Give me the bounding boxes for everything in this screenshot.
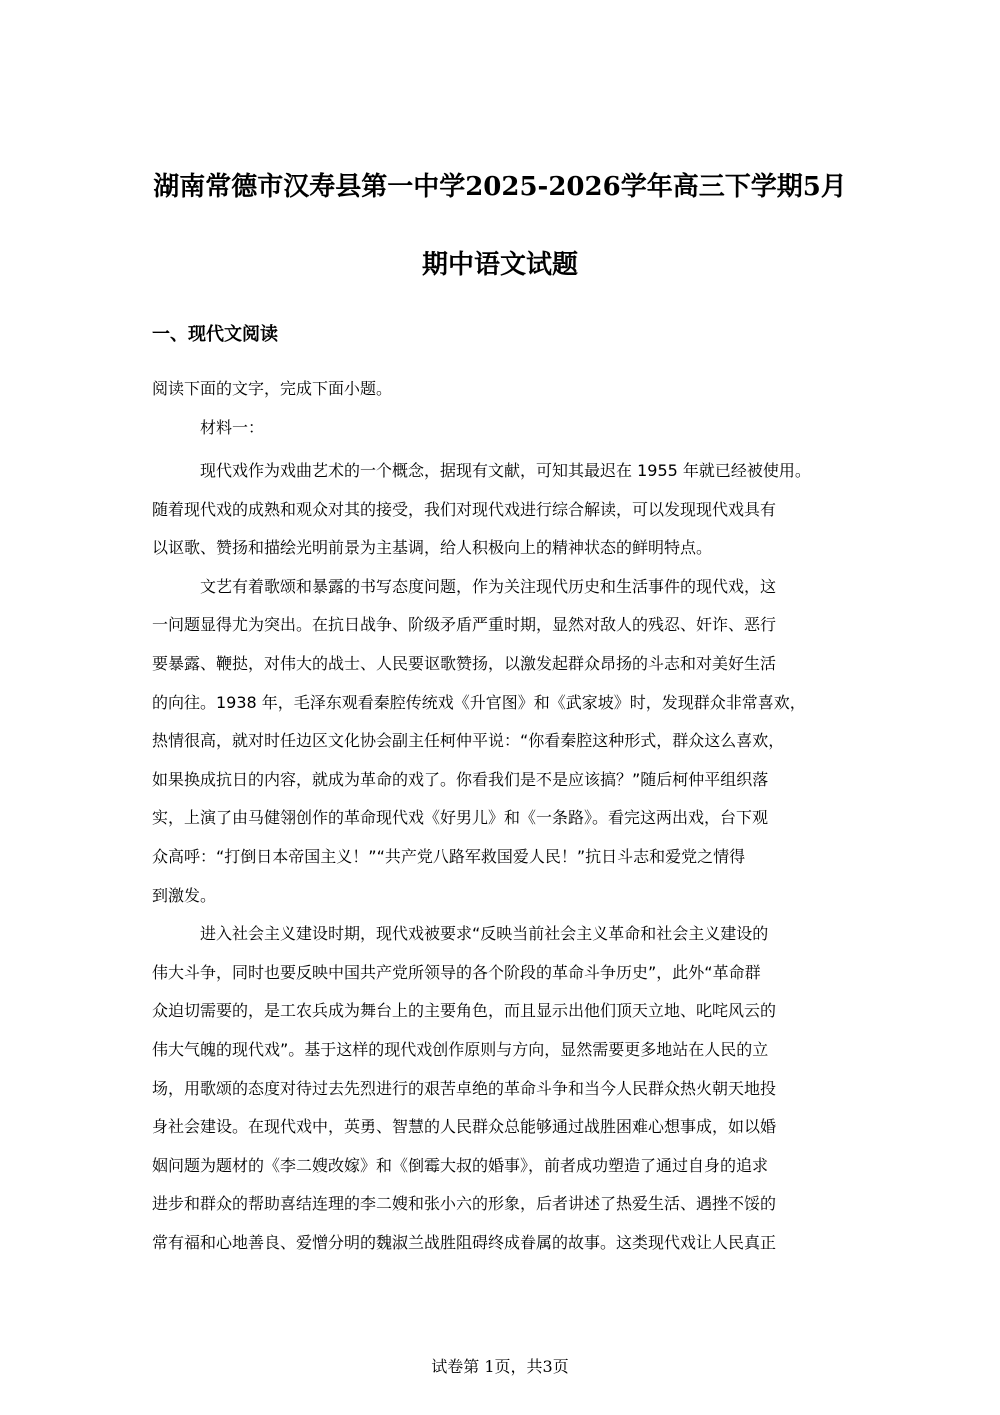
exam-title-line-1: 湖南常德市汉寿县第一中学2025-2026学年高三下学期5月 xyxy=(153,172,847,202)
paragraph-line: 进入社会主义建设时期，现代戏被要求“反映当前社会主义革命和社会主义建设的 xyxy=(200,924,769,944)
section-heading: 一、现代文阅读 xyxy=(152,324,278,345)
paragraph-line: 常有福和心地善良、爱憎分明的魏淑兰战胜阻碍终成眷属的故事。这类现代戏让人民真正 xyxy=(152,1232,777,1252)
paragraph xyxy=(152,452,852,568)
reading-passage xyxy=(152,452,852,1262)
paragraph xyxy=(152,915,852,1262)
reading-instruction: 阅读下面的文字，完成下面小题。 xyxy=(152,379,393,398)
paragraph xyxy=(152,568,852,915)
paragraph-line: 文艺有着歌颂和暴露的书写态度问题，作为关注现代历史和生活事件的现代戏，这 xyxy=(200,576,777,596)
paragraph-line: 以讴歌、赞扬和描绘光明前景为主基调，给人积极向上的精神状态的鲜明特点。 xyxy=(152,538,713,558)
paragraph-line: 场，用歌颂的态度对待过去先烈进行的艰苦卓绝的革命斗争和当今人民群众热火朝天地投 xyxy=(152,1078,777,1098)
paragraph-line: 的向往。1938 年，毛泽东观看秦腔传统戏《升官图》和《武家坡》时，发现群众非常喜欢， xyxy=(152,692,806,712)
paragraph-line: 要暴露、鞭挞，对伟大的战士、人民要讴歌赞扬，以激发起群众昂扬的斗志和对美好生活 xyxy=(152,653,777,673)
paragraph-line: 姻问题为题材的《李二嫂改嫁》和《倒霉大叔的婚事》，前者成功塑造了通过自身的追求 xyxy=(152,1155,769,1175)
paragraph-line: 实，上演了由马健翎创作的革命现代戏《好男儿》和《一条路》。看完这两出戏，台下观 xyxy=(152,808,769,828)
paragraph-line: 热情很高，就对时任边区文化协会副主任柯仲平说：“你看秦腔这种形式，群众这么喜欢， xyxy=(152,731,785,751)
paragraph-line: 众高呼：“打倒日本帝国主义！”“共产党八路军救国爱人民！”抗日斗志和爱党之情得 xyxy=(152,846,746,866)
paragraph-line: 一问题显得尤为突出。在抗日战争、阶级矛盾严重时期，显然对敌人的残忍、奸诈、恶行 xyxy=(152,615,777,635)
material-label: 材料一： xyxy=(200,418,265,437)
page-footer: 试卷第 1页，共3页 xyxy=(431,1357,569,1376)
paragraph-line: 伟大斗争，同时也要反映中国共产党所领导的各个阶段的革命斗争历史”，此外“革命群 xyxy=(152,962,761,982)
paragraph-line: 众迫切需要的，是工农兵成为舞台上的主要角色，而且显示出他们顶天立地、叱咤风云的 xyxy=(152,1001,777,1021)
paragraph-line: 伟大气魄的现代戏”。基于这样的现代戏创作原则与方向，显然需要更多地站在人民的立 xyxy=(152,1039,769,1059)
paragraph-line: 进步和群众的帮助喜结连理的李二嫂和张小六的形象，后者讲述了热爱生活、遇挫不馁的 xyxy=(152,1194,777,1214)
paragraph-line: 到激发。 xyxy=(152,885,217,905)
paragraph-line: 随着现代戏的成熟和观众对其的接受，我们对现代戏进行综合解读，可以发现现代戏具有 xyxy=(152,499,777,519)
paragraph-line: 身社会建设。在现代戏中，英勇、智慧的人民群众总能够通过战胜困难心想事成，如以婚 xyxy=(152,1117,777,1137)
paragraph-line: 现代戏作为戏曲艺术的一个概念，据现有文献，可知其最迟在 1955 年就已经被使用。 xyxy=(200,461,811,480)
exam-title-line-2: 期中语文试题 xyxy=(421,250,578,280)
paragraph-line: 如果换成抗日的内容，就成为革命的戏了。你看我们是不是应该搞？”随后柯仲平组织落 xyxy=(152,769,769,789)
